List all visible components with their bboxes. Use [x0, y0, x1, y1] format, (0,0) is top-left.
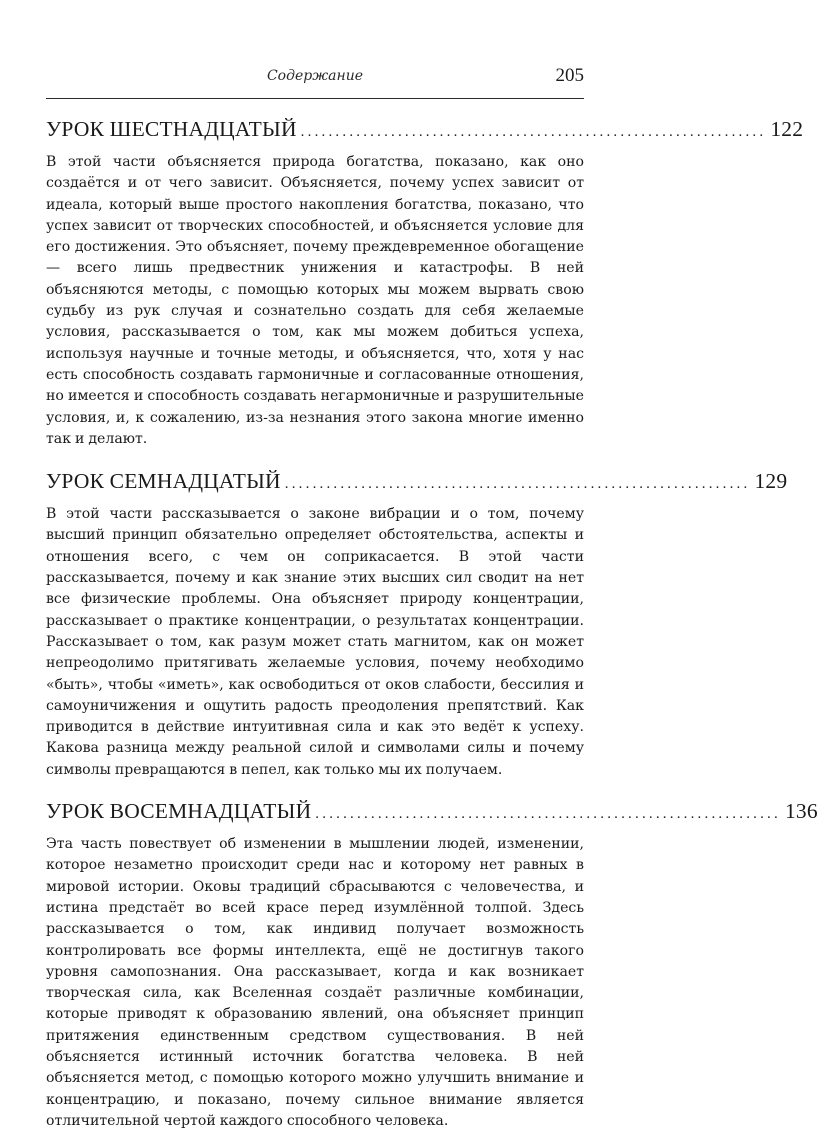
leader-dots: ...................................................................: [300, 124, 767, 140]
lesson-description: В этой части рассказывается о законе вибрации и о том, почему высший принцип обязательно определяет обстоятельства, аспекты и отношения всего, с чем он соприкасается. В этой части рассказывается, почему и как знание этих высших сил сводит на нет все физические проблемы. Она объясняет природу концентрации, рассказывает о практике концентрации, о результатах концентрации. Рассказывает о том, как разум может стать магнитом, как он может непреодолимо притягивать желаемые условия, почему необходимо «быть», чтобы «иметь», как освободиться от оков слабости, бессилия и самоуничижения и ощутить радость преодоления препятствий. Как приводится в действие интуитивная сила и как это ведёт к успеху. Какова разница между реальной силой и символами силы и почему символы превращаются в пепел, как только мы их получаем.: [46, 506, 584, 778]
lesson-heading: [46, 799, 818, 824]
lesson-entry: [46, 469, 788, 781]
lesson-page-number: 136: [784, 799, 818, 824]
running-title: Содержание: [266, 68, 364, 84]
leader-dots: ...................................................................: [284, 476, 751, 493]
lesson-title: УРОК СЕМНАДЦАТЫЙ: [46, 469, 281, 494]
lesson-entry: [46, 799, 818, 1132]
lesson-title: УРОК ШЕСТНАДЦАТЫЙ: [46, 117, 297, 141]
lesson-description: Эта часть повествует об изменении в мышлении людей, изменении, которое незаметно происходит среди нас и которому нет равных в мировой истории. Оковы традиций сбрасываются с человечества, и истина предстаёт во всей красе перед изумлённой толпой. Здесь рассказывается о том, как индивид получает возможность контролировать все формы интеллекта, ещё не достигнув такого уровня самопознания. Она рассказывает, когда и как возникает творческая сила, как Вселенная создаёт различные комбинации, которые приводят к образованию явлений, она объясняет принцип притяжения единственным средством существования. В ней объясняется истинный источник богатства человека. В ней объясняется метод, с помощью которого можно улучшить внимание и концентрацию, и показано, почему сильное внимание является отличительной чертой каждого способного человека.: [46, 836, 584, 1129]
lesson-page-number: 122: [770, 117, 804, 141]
lesson-entry: [46, 117, 804, 450]
leader-dots: ...................................................................: [315, 806, 781, 823]
lesson-title: УРОК ВОСЕМНАДЦАТЫЙ: [46, 799, 312, 824]
lesson-description: В этой части объясняется природа богатства, показано, как оно создаётся и от чего зависит. Объясняется, почему успех зависит от идеала, который выше простого накопления богатства, показано, что успех зависит от творческих способностей, и объясняется условие для его достижения. Это объясняет, почему преждевременное обогащение — всего лишь предвестник унижения и катастрофы. В ней объясняются методы, с помощью которых мы можем вырвать свою судьбу из рук случая и сознательно создать для себя желаемые условия, рассказывается о том, как мы можем добиться успеха, используя научные и точные методы, и объясняется, что, хотя у нас есть способность создавать гармоничные и согласованные отношения, но имеется и способность создавать негармоничные и разрушительные условия, и, к сожалению, из-за незнания этого закона многие именно так и делают.: [46, 154, 584, 447]
lesson-heading: [46, 469, 788, 494]
running-header: [46, 62, 584, 99]
lesson-page-number: 129: [754, 469, 788, 494]
lesson-heading: [46, 117, 804, 142]
page-number: 205: [555, 65, 584, 86]
contents-page: [46, 62, 818, 1132]
